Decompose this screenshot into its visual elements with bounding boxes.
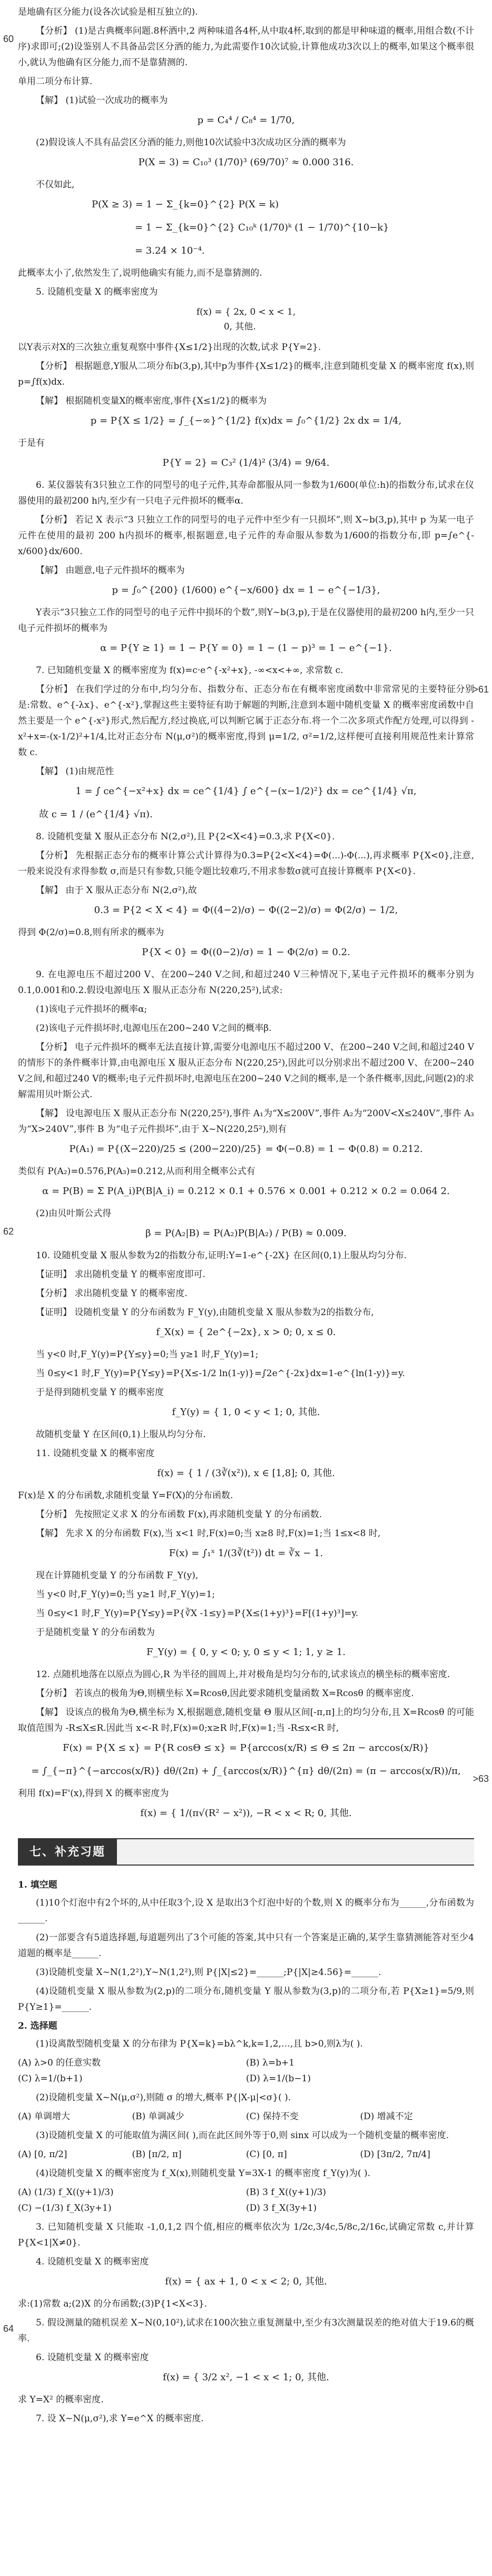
equation: 1 = ∫ ce^{−x²+x} dx = ce^{1/4} ∫ e^{−(x−1/2)²} dx = ce^{1/4} √π, <box>75 786 417 797</box>
margin-page-number: 62 <box>3 1226 14 1237</box>
equation: f(x) = { 1/(π√(R² − x²)), −R < x < R; 0, 其他. <box>140 1808 352 1819</box>
subsection-heading: 2. 选择题 <box>18 2021 57 2031</box>
problem-statement: 5. 设随机变量 X 的概率密度为 <box>36 287 158 297</box>
equation: 0.3 = P{2 < X < 4} = Φ((4−2)/σ) − Φ((2−2)/σ) = Φ(2/σ) − 1/2, <box>94 905 398 916</box>
exercise-item: (1)10个灯泡中有2个坏的,从中任取3个,设 X 是取出3个灯泡中好的个数,则 X 的概率分布为______,分布函数为______. <box>18 1898 474 1924</box>
paragraph: 【证明】 求出随机变量 Y 的概率密度即可. <box>36 1269 205 1280</box>
analysis-paragraph: 【分析】 在我们学过的分布中,均匀分布、指数分布、正态分布在有概率密度函数中非常常见的主要特征分别是:常数、e^{-λx}、e^{-x²},掌握这些主要特征有助于解题的判断,注意到本题中随机变量 X 的概率密度函数中自然主要是一个 e^{-x²}形式,然后配方,经过换底,可以判断它属于正态分布.将一个二次多项式作配方处理,可以得到 -x²+x=-(x-1/2)²+1/4,比对正态分布 N(μ,σ²)的概率密度,得到 μ=1/2, σ²=1/2,这样便可直接利用规范性来计算常数 c. <box>18 684 474 758</box>
paragraph: (2)由贝叶斯公式得 <box>36 1208 112 1219</box>
paragraph: Y表示“3只独立工作的同型号的电子元件中损坏的个数”,则Y~b(3,p),于是在仪器使用的最初200 h内,至少一只电子元件损坏的概率为 <box>18 607 474 634</box>
solution-paragraph: 【解】 由于 X 服从正态分布 N(2,σ²),故 <box>36 885 197 896</box>
equation: f_Y(y) = { 1, 0 < y < 1; 0, 其他. <box>172 1407 320 1418</box>
margin-page-number: >63 <box>473 1773 489 1784</box>
paragraph: 求 Y=X² 的概率密度. <box>18 2394 104 2405</box>
problem-statement: 7. 已知随机变量 X 的概率密度为 f(x)=c·e^{-x²+x}, -∞<x<+∞, 求常数 c. <box>36 665 343 676</box>
paragraph: 单用二项分布计算. <box>18 76 93 87</box>
solution-paragraph: 【解】 先求 X 的分布函数 F(x),当 x<1 时,F(x)=0;当 x≥8 时,F(x)=1;当 1≤x<8 时, <box>36 1528 381 1539</box>
solution-paragraph: 【解】 由题意,电子元件损坏的概率为 <box>36 565 185 576</box>
solution-paragraph: 【解】 设电源电压 X 服从正态分布 N(220,25²),事件 A₁为“X≤200V”,事件 A₂为“200V<X≤240V”,事件 A₃为“X>240V”,事件 B 为“电子元件损坏”,由于 X~N(220,25²),则有 <box>18 1108 474 1135</box>
exercise-item: (4)设随机变量 X 的概率密度为 f_X(x),则随机变量 Y=3X-1 的概率密度 f_Y(y)为( ). <box>36 2168 371 2179</box>
equation: P(X ≥ 3) = 1 − Σ_{k=0}^{2} P(X = k) <box>92 199 279 210</box>
paragraph: (2)假设该人不具有品尝区分酒的能力,则他10次试验中3次成功区分酒的概率为 <box>36 137 346 148</box>
case-line: 0, 其他. <box>223 322 256 332</box>
exercise-item: (2)设随机变量 X~N(μ,σ²),则随 σ 的增大,概率 P{|X-μ|<σ}( ). <box>36 2092 291 2103</box>
equation: α = P(B) = Σ P(A_i)P(B|A_i) = 0.212 × 0.1 + 0.576 × 0.001 + 0.212 × 0.2 = 0.064 2. <box>42 1186 450 1197</box>
option: (C) [0, π] <box>246 2149 287 2160</box>
option: (C) λ=1/(b+1) <box>18 2073 83 2084</box>
equation: P{Y = 2} = C₃² (1/4)² (3/4) = 9/64. <box>162 457 330 468</box>
option: (B) 单调减少 <box>132 2111 184 2122</box>
analysis-paragraph: 【分析】 求出随机变量 Y 的概率密度. <box>36 1288 188 1299</box>
equation: = 3.24 × 10⁻⁴. <box>135 245 205 256</box>
margin-page-number: 64 <box>3 2323 14 2334</box>
paragraph: 不仅如此, <box>36 179 75 190</box>
analysis-paragraph: 【分析】 电子元件损坏的概率无法直接计算,需要分电源电压不超过200 V、在200~240 V之间,和超过240 V的情形下的条件概率计算,由电源电压 X 服从正态分布 N(220,25²),因此可以分别求出不超过200 V、在200~240 V之间,和超过240 V的概率;电子元件损坏时,电源电压在200~240 V之间的概率,是一个条件概率,因此,问题(2)的求解需用贝叶斯公式. <box>18 1042 474 1100</box>
equation: p = P{X ≤ 1/2} = ∫_{−∞}^{1/2} f(x)dx = ∫₀^{1/2} 2x dx = 1/4, <box>90 415 402 426</box>
analysis-paragraph: 【分析】 先按照定义求 X 的分布函数 F(x),再求随机变量 Y 的分布函数. <box>36 1509 322 1520</box>
option: (D) [3π/2, 7π/4] <box>360 2149 430 2160</box>
paragraph: 类似有 P(A₂)=0.576,P(A₃)=0.212,从而利用全概率公式有 <box>18 1166 255 1177</box>
paragraph: (2)该电子元件损坏时,电源电压在200~240 V之间的概率β. <box>36 1023 272 1034</box>
problem-statement: 12. 点随机地落在以原点为圆心,R 为半径的圆周上,并对极角是均匀分布的,试求该点的横坐标的概率密度. <box>36 1669 450 1680</box>
problem-statement: 8. 设随机变量 X 服从正态分布 N(2,σ²),且 P{2<X<4}=0.3,求 P{X<0}. <box>36 831 335 842</box>
exercise-item: (2)一部要含有5道选择题,每道题列出了3个可能的答案,其中只有一个答案是正确的,某学生靠猜测能答对至少4道题的概率是______. <box>18 1932 474 1959</box>
problem-statement: 11. 设随机变量 X 的概率密度 <box>36 1448 155 1459</box>
proof-paragraph: 【证明】 设随机变量 Y 的分布函数为 F_Y(y),由随机变量 X 服从参数为2的指数分布, <box>36 1307 374 1318</box>
option-list <box>18 2109 474 2124</box>
equation: F(x) = P{X ≤ x} = P{R cosΘ ≤ x} = P{arccos(x/R) ≤ Θ ≤ 2π − arccos(x/R)} <box>62 1742 430 1753</box>
analysis-paragraph: 【分析】 先根据正态分布的概率计算公式计算得为0.3=P{2<X<4}=Φ(...)-Φ(...),再求概率 P{X<0},注意,一般来说没有求得参数 σ,而是只有参数,只能令题比较难巧,不用求参数σ就可直接计算概率 P{X<0}. <box>18 850 474 877</box>
section-header <box>18 1838 474 1866</box>
analysis-paragraph: 【分析】 若该点的极角为Θ,则横坐标 X=Rcosθ,因此要求随机变量函数 X=Rcosθ 的概率密度. <box>36 1688 414 1699</box>
equation: P{X < 0} = Φ((0−2)/σ) = 1 − Φ(2/σ) = 0.2. <box>142 947 350 958</box>
exercise-item: (1)设离散型随机变量 X 的分布律为 P{X=k}=bλ^k,k=1,2,…,且 b>0,则λ为( ). <box>36 2039 363 2049</box>
exercise-item: 6. 设随机变量 X 的概率密度 <box>36 2352 149 2363</box>
option: (A) λ>0 的任意实数 <box>18 2058 101 2068</box>
paragraph: 于是得到随机变量 Y 的概率密度 <box>36 1387 164 1398</box>
paragraph: 得到 Φ(2/σ)=0.8,则有所求的概率为 <box>18 927 164 938</box>
option: (A) (1/3) f_X((y+1)/3) <box>18 2187 114 2198</box>
equation: F(x) = ∫₁ˣ 1/(3∛(t²)) dt = ∛x − 1. <box>169 1548 323 1559</box>
option: (C) −(1/3) f_X(3y+1) <box>18 2203 112 2213</box>
paragraph: 故随机变量 Y 在区间(0,1)上服从均匀分布. <box>36 1429 206 1440</box>
paragraph: (1)该电子元件损坏的概率α; <box>36 1004 147 1015</box>
equation: 故 c = 1 / (e^{1/4} √π). <box>39 809 153 820</box>
equation: f_X(x) = { 2e^{−2x}, x > 0; 0, x ≤ 0. <box>156 1327 336 1338</box>
paragraph: 是地确有区分能力(设各次试验是相互独立的). <box>18 7 198 17</box>
problem-statement: 6. 某仪器装有3只独立工作的同型号的电子元件,其寿命都服从同一参数为1/600(单位:h)的指数分布,试求在仪器使用的最初200 h内,至少有一只电子元件损坏的概率α. <box>18 480 474 506</box>
equation: P(X = 3) = C₁₀³ (1/70)³ (69/70)⁷ ≈ 0.000 316. <box>138 157 354 168</box>
paragraph: F(x)是 X 的分布函数,求随机变量 Y=F(X)的分布函数. <box>18 1490 233 1501</box>
paragraph: 求:(1)常数 a;(2)X 的分布函数;(3)P{1<X<3}. <box>18 2299 208 2309</box>
margin-page-number: >61 <box>473 684 489 695</box>
margin-page-number: 60 <box>3 34 14 44</box>
solution-paragraph: 【解】 (1)试验一次成功的概率为 <box>36 95 168 106</box>
option-list <box>18 2184 474 2216</box>
equation: = ∫_{−π}^{−arccos(x/R)} dθ/(2π) + ∫_{arccos(x/R)}^{π} dθ/(2π) = (π − arccos(x/R))/π, <box>31 1766 461 1777</box>
case-line: f(x) = { 2x, 0 < x < 1, <box>196 307 296 317</box>
option: (A) [0, π/2] <box>18 2149 67 2160</box>
paragraph: 此概率太小了,依然发生了,说明他确实有能力,而不是靠猜测的. <box>18 268 262 278</box>
option: (D) 增减不定 <box>360 2111 413 2122</box>
option: (C) 保持不变 <box>246 2111 299 2122</box>
analysis-paragraph: 【分析】 根据题意,Y服从二项分布b(3,p),其中p为事件{X≤1/2}的概率,注意到随机变量 X 的概率密度 f(x),则 p=∫f(x)dx. <box>18 361 474 387</box>
option-list <box>18 2147 474 2162</box>
paragraph: 利用 f(x)=F'(x),得到 X 的概率密度为 <box>18 1788 169 1799</box>
equation: β = P(A₂|B) = P(A₂)P(B|A₂) / P(B) ≈ 0.009. <box>145 1228 347 1239</box>
option: (A) 单调增大 <box>18 2111 70 2122</box>
equation: P(A₁) = P{(X−220)/25 ≤ (200−220)/25} = Φ(−0.8) = 1 − Φ(0.8) = 0.212. <box>69 1144 423 1155</box>
equation: f(x) = { ax + 1, 0 < x < 2; 0, 其他. <box>165 2276 327 2287</box>
paragraph: 当 y<0 时,F_Y(y)=P{Y≤y}=0;当 y≥1 时,F_Y(y)=1; <box>36 1349 259 1360</box>
paragraph: 当 y<0 时,F_Y(y)=0;当 y≥1 时,F_Y(y)=1; <box>36 1589 215 1600</box>
paragraph: 当 0≤y<1 时,F_Y(y)=P{Y≤y}=P{X≤-1/2 ln(1-y)}=∫2e^{-2x}dx=1-e^{ln(1-y)}=y. <box>36 1368 405 1379</box>
exercise-item: (3)设随机变量 X~N(1,2²),Y~N(1,2²),则 P{|X|≤2}=______;P{|X|≥4.56}=______. <box>36 1967 381 1978</box>
solution-paragraph: 【解】 根据随机变量X的概率密度,事件{X≤1/2}的概率为 <box>36 396 267 406</box>
paragraph: 现在计算随机变量 Y 的分布函数 F_Y(y), <box>36 1570 199 1581</box>
paragraph: 于是随机变量 Y 的分布函数为 <box>36 1627 155 1638</box>
solution-paragraph: 【解】 设该点的极角为Θ,横坐标为 X,根据题意,随机变量 Θ 服从区间[-π,π]上的均匀分布,且 X=Rcosθ 的可能取值范围为 -R≤X≤R.因此当 x<-R 时,F(x)=0;x≥R 时,F(x)=1;当 -R≤x<R 时, <box>18 1707 474 1733</box>
section-title: 七、补充习题 <box>18 1839 117 1865</box>
piecewise-equation <box>18 303 474 334</box>
exercise-item: 5. 假设测量的随机误差 X~N(0,10²),试求在100次独立重复测量中,至少有3次测量误差的绝对值大于19.6的概率. <box>18 2318 474 2344</box>
equation: = 1 − Σ_{k=0}^{2} C₁₀ᵏ (1/70)ᵏ (1 − 1/70)^{10−k} <box>135 222 389 233</box>
option-list <box>18 2055 474 2087</box>
equation: p = ∫₀^{200} (1/600) e^{−x/600} dx = 1 − e^{−1/3}, <box>112 585 380 596</box>
equation: f(x) = { 1 / (3∛(x²)), x ∈ [1,8]; 0, 其他. <box>157 1468 335 1479</box>
exercise-item: 3. 已知随机变量 X 只能取 -1,0,1,2 四个值,相应的概率依次为 1/2c,3/4c,5/8c,2/16c,试确定常数 c,并计算 P{X<1|X≠0}. <box>18 2222 474 2248</box>
exercise-item: (4)设随机变量 X 服从参数为(2,p)的二项分布,随机变量 Y 服从参数为(3,p)的二项分布,若 P{X≥1}=5/9,则 P{Y≥1}=______. <box>18 1986 474 2012</box>
subsection-heading: 1. 填空题 <box>18 1880 57 1890</box>
equation: p = C₄⁴ / C₈⁴ = 1/70, <box>197 115 295 126</box>
paragraph: 于是有 <box>18 438 45 448</box>
equation: F_Y(y) = { 0, y < 0; y, 0 ≤ y < 1; 1, y ≥ 1. <box>146 1647 346 1658</box>
analysis-paragraph: 【分析】 若记 X 表示“3 只独立工作的同型号的电子元件中至少有一只损坏”,则 X~b(3,p),其中 p 为某一电子元件在使用的最初 200 h内损坏的概率,根据题意,电子元件的寿命服从参数为1/600的指数分布,即 p=∫e^{-x/600}dx/600. <box>18 515 474 557</box>
option: (D) λ=1/(b−1) <box>246 2073 311 2084</box>
analysis-paragraph: 【分析】 (1)是古典概率问题.8杯酒中,2 两种味道各4杯,从中取4杯,取到的都是甲种味道的概率,用组合数(不计序)求即可;(2)设鉴别人不具备品尝区分酒的能力,为此需要作10次试验,计算他成功3次以上的概率,如果这个概率很小,就认为他确有区分能力,而不是靠猜测的. <box>18 26 474 68</box>
option: (B) [π/2, π] <box>132 2149 182 2160</box>
option: (B) λ=b+1 <box>246 2058 295 2068</box>
solution-paragraph: 【解】 (1)由规范性 <box>36 766 114 777</box>
option: (B) 3 f_X((y+1)/3) <box>246 2187 327 2198</box>
exercise-item: 7. 设 X~N(μ,σ²),求 Y=e^X 的概率密度. <box>36 2413 204 2424</box>
equation: α = P{Y ≥ 1} = 1 − P{Y = 0} = 1 − (1 − p)³ = 1 − e^{−1}. <box>100 643 392 654</box>
exercise-item: 4. 设随机变量 X 的概率密度 <box>36 2257 149 2267</box>
paragraph: 以Y表示对X的三次独立重复观察中事件{X≤1/2}出现的次数,试求 P{Y=2}. <box>18 342 321 353</box>
option: (D) 3 f_X(3y+1) <box>246 2203 317 2213</box>
problem-statement: 9. 在电源电压不超过200 V、在200~240 V之间,和超过240 V三种情况下,某电子元件损坏的概率分别为0.1,0.001和0.2.假设电源电压 X 服从正态分布 N(220,25²),试求: <box>18 969 474 996</box>
exercise-item: (3)设随机变量 X 的可能取值为满区间( ),而在此区间外等于0,则 sinx 可以成为一个随机变量的概率密度. <box>36 2130 449 2141</box>
problem-statement: 10. 设随机变量 X 服从参数为2的指数分布,证明:Y=1-e^{-2X} 在区间(0,1)上服从均匀分布. <box>36 1250 407 1261</box>
equation: f(x) = { 3/2 x², −1 < x < 1; 0, 其他. <box>163 2372 329 2383</box>
paragraph: 当 0≤y<1 时,F_Y(y)=P{Y≤y}=P{∛X -1≤y}=P{X≤(1+y)³}=F[(1+y)³]=y. <box>36 1608 359 1619</box>
